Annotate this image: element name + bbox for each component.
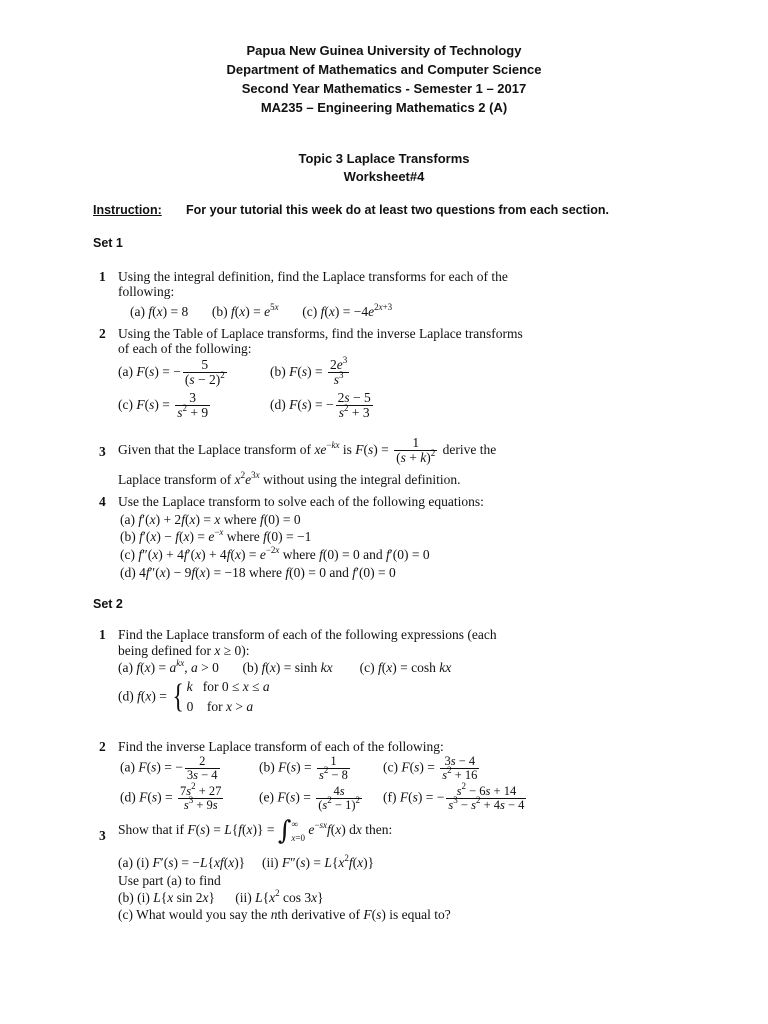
set1-q4-b: (b) $f'(x) - f(x) = e^{-x}$ where f(0) = −1 bbox=[120, 527, 312, 544]
set2-q3-use: Use part (a) to find bbox=[118, 873, 221, 888]
set1-q2-text: Using the Table of Laplace transforms, find the inverse Laplace transforms bbox=[118, 326, 523, 341]
set1-q3-line1: Given that the Laplace transform of $xe^{-kx}$ is F(s) = $\frac{1}{(s + k)^2}$ derive the bbox=[118, 435, 497, 466]
set2-q2-a: (a) F(s) = − $\frac{2}{3s - 4}$ bbox=[120, 754, 218, 783]
set2-q1-text2-line: being defined for x ≥ 0): bbox=[118, 643, 250, 658]
set1-q3-text-a: Given that the Laplace transform of bbox=[118, 441, 312, 457]
set2-q3-c: (c) What would you say the nth derivative of F(s) is equal to? bbox=[118, 907, 451, 922]
set1-q4-d: (d) 4f″(x) − 9f(x) = −18 where f(0) = 0 and f′(0) = 0 bbox=[120, 565, 396, 580]
set2-q1-parts: (a) $f(x) = a^{kx}$, a > 0 (b) f(x) = sinh kx (c) f(x) = cosh kx bbox=[118, 658, 452, 675]
course-title: MA235 – Engineering Mathematics 2 (A) bbox=[260, 100, 508, 115]
university-title: Papua New Guinea University of Technology bbox=[246, 43, 522, 58]
year-semester: Second Year Mathematics - Semester 1 – 2017 bbox=[241, 81, 527, 96]
instruction-text: For your tutorial this week do at least two questions from each section. bbox=[186, 203, 609, 217]
worksheet-title: Worksheet#4 bbox=[343, 169, 425, 184]
set2-q2-text: Find the inverse Laplace transform of each of the following: bbox=[118, 739, 444, 754]
set1-q2-text2: of each of the following: bbox=[118, 341, 252, 356]
set2-q3-c-text: (c) What would you say the bbox=[118, 907, 268, 922]
set1-title: Set 1 bbox=[93, 236, 123, 250]
set2-q3-line1: Show that if F(s) = L{f(x)} = ∫ ∞ x=0 $e^{-sx}f(x)$ dx then: bbox=[118, 816, 393, 846]
set1-q3-text2-b: without using the integral definition. bbox=[262, 472, 461, 487]
set2-q3-b: (b) (i) L{x sin 2x} (ii) $L\{x^2$ cos 3x} bbox=[118, 888, 324, 905]
set1-q1-number: 1 bbox=[99, 269, 106, 284]
set2-q3-a: (a) (i) F′(s) = −L{xf(x)} (ii) $F''(s) = L\{x^2f(x)\}$ bbox=[118, 853, 375, 870]
set1-q2-d: (d) F(s) = − $\frac{2s - 5}{s^2 + 3}$ bbox=[270, 390, 371, 421]
set1-q1-parts: (a) f(x) = 8 (b) $f(x) = e^{5x}$ (c) $f(x) = -4e^{2x+3}$ bbox=[130, 302, 393, 319]
set1-q2-b: (b) F(s) = $\frac{2e^3}{s^3}$ bbox=[270, 355, 348, 388]
set2-q2-e: (e) F(s) = $\frac{4s}{(s^2 - 1)^2}$ bbox=[259, 784, 360, 813]
set2-q1-number: 1 bbox=[99, 627, 106, 642]
set1-q4-a: (a) f′(x) + 2f(x) = x where f(0) = 0 bbox=[120, 512, 301, 527]
set1-q2-c: (c) F(s) = $\frac{3}{s^2 + 9}$ bbox=[118, 390, 209, 421]
set2-q1-text2: being defined for bbox=[118, 643, 211, 658]
set2-q1-d: (d) f(x) = { k for 0 ≤ x ≤ a 0 for x > a bbox=[118, 678, 270, 716]
department-title: Department of Mathematics and Computer Science bbox=[226, 62, 542, 77]
set1-q4-number: 4 bbox=[99, 494, 106, 509]
set2-q2-d: (d) F(s) = $\frac{7s^2 + 27}{s^3 + 9s}$ bbox=[120, 781, 222, 813]
set2-title: Set 2 bbox=[93, 597, 123, 611]
set2-q2-f: (f) F(s) = − $\frac{s^2 - 6s + 14}{s^3 - s^2 + 4s - 4}$ bbox=[383, 781, 525, 813]
set2-q1-text: Find the Laplace transform of each of the following expressions (each bbox=[118, 627, 497, 642]
set2-q2-b: (b) F(s) = $\frac{1}{s^2 - 8}$ bbox=[259, 754, 348, 783]
set1-q2-number: 2 bbox=[99, 326, 106, 341]
set1-q4-c: (c) $f''(x) + 4f'(x) + 4f(x) = e^{-2x}$ where f(0) = 0 and f′(0) = 0 bbox=[120, 545, 430, 562]
set2-q3-text: Show that if bbox=[118, 822, 184, 838]
set2-q3-c-text3: is equal to? bbox=[389, 907, 451, 922]
set1-q3-text-c: derive the bbox=[442, 441, 497, 457]
set2-q3-c-text2: th derivative of bbox=[277, 907, 360, 922]
set2-q2-number: 2 bbox=[99, 739, 106, 754]
set1-q4-text: Use the Laplace transform to solve each of the following equations: bbox=[118, 494, 484, 509]
instruction-label: Instruction: bbox=[93, 203, 162, 217]
set2-q3-number: 3 bbox=[99, 828, 106, 843]
set2-q3-then: then: bbox=[365, 822, 393, 838]
set1-q3-number: 3 bbox=[99, 444, 106, 459]
set1-q3-text-b: is bbox=[342, 441, 352, 457]
set2-q2-c: (c) F(s) = $\frac{3s - 4}{s^2 + 16}$ bbox=[383, 754, 478, 783]
set1-q1-text2: following: bbox=[118, 284, 175, 299]
set1-q2-a: (a) F(s) = − $\frac{5}{(s - 2)^2}$ bbox=[118, 357, 225, 388]
set1-q3-text2-a: Laplace transform of bbox=[118, 472, 232, 487]
topic-title: Topic 3 Laplace Transforms bbox=[298, 151, 470, 166]
set1-q3-line2: Laplace transform of $x^2e^{3x}$ without using the integral definition. bbox=[118, 470, 461, 487]
set1-q1-text: Using the integral definition, find the Laplace transforms for each of the bbox=[118, 269, 508, 284]
